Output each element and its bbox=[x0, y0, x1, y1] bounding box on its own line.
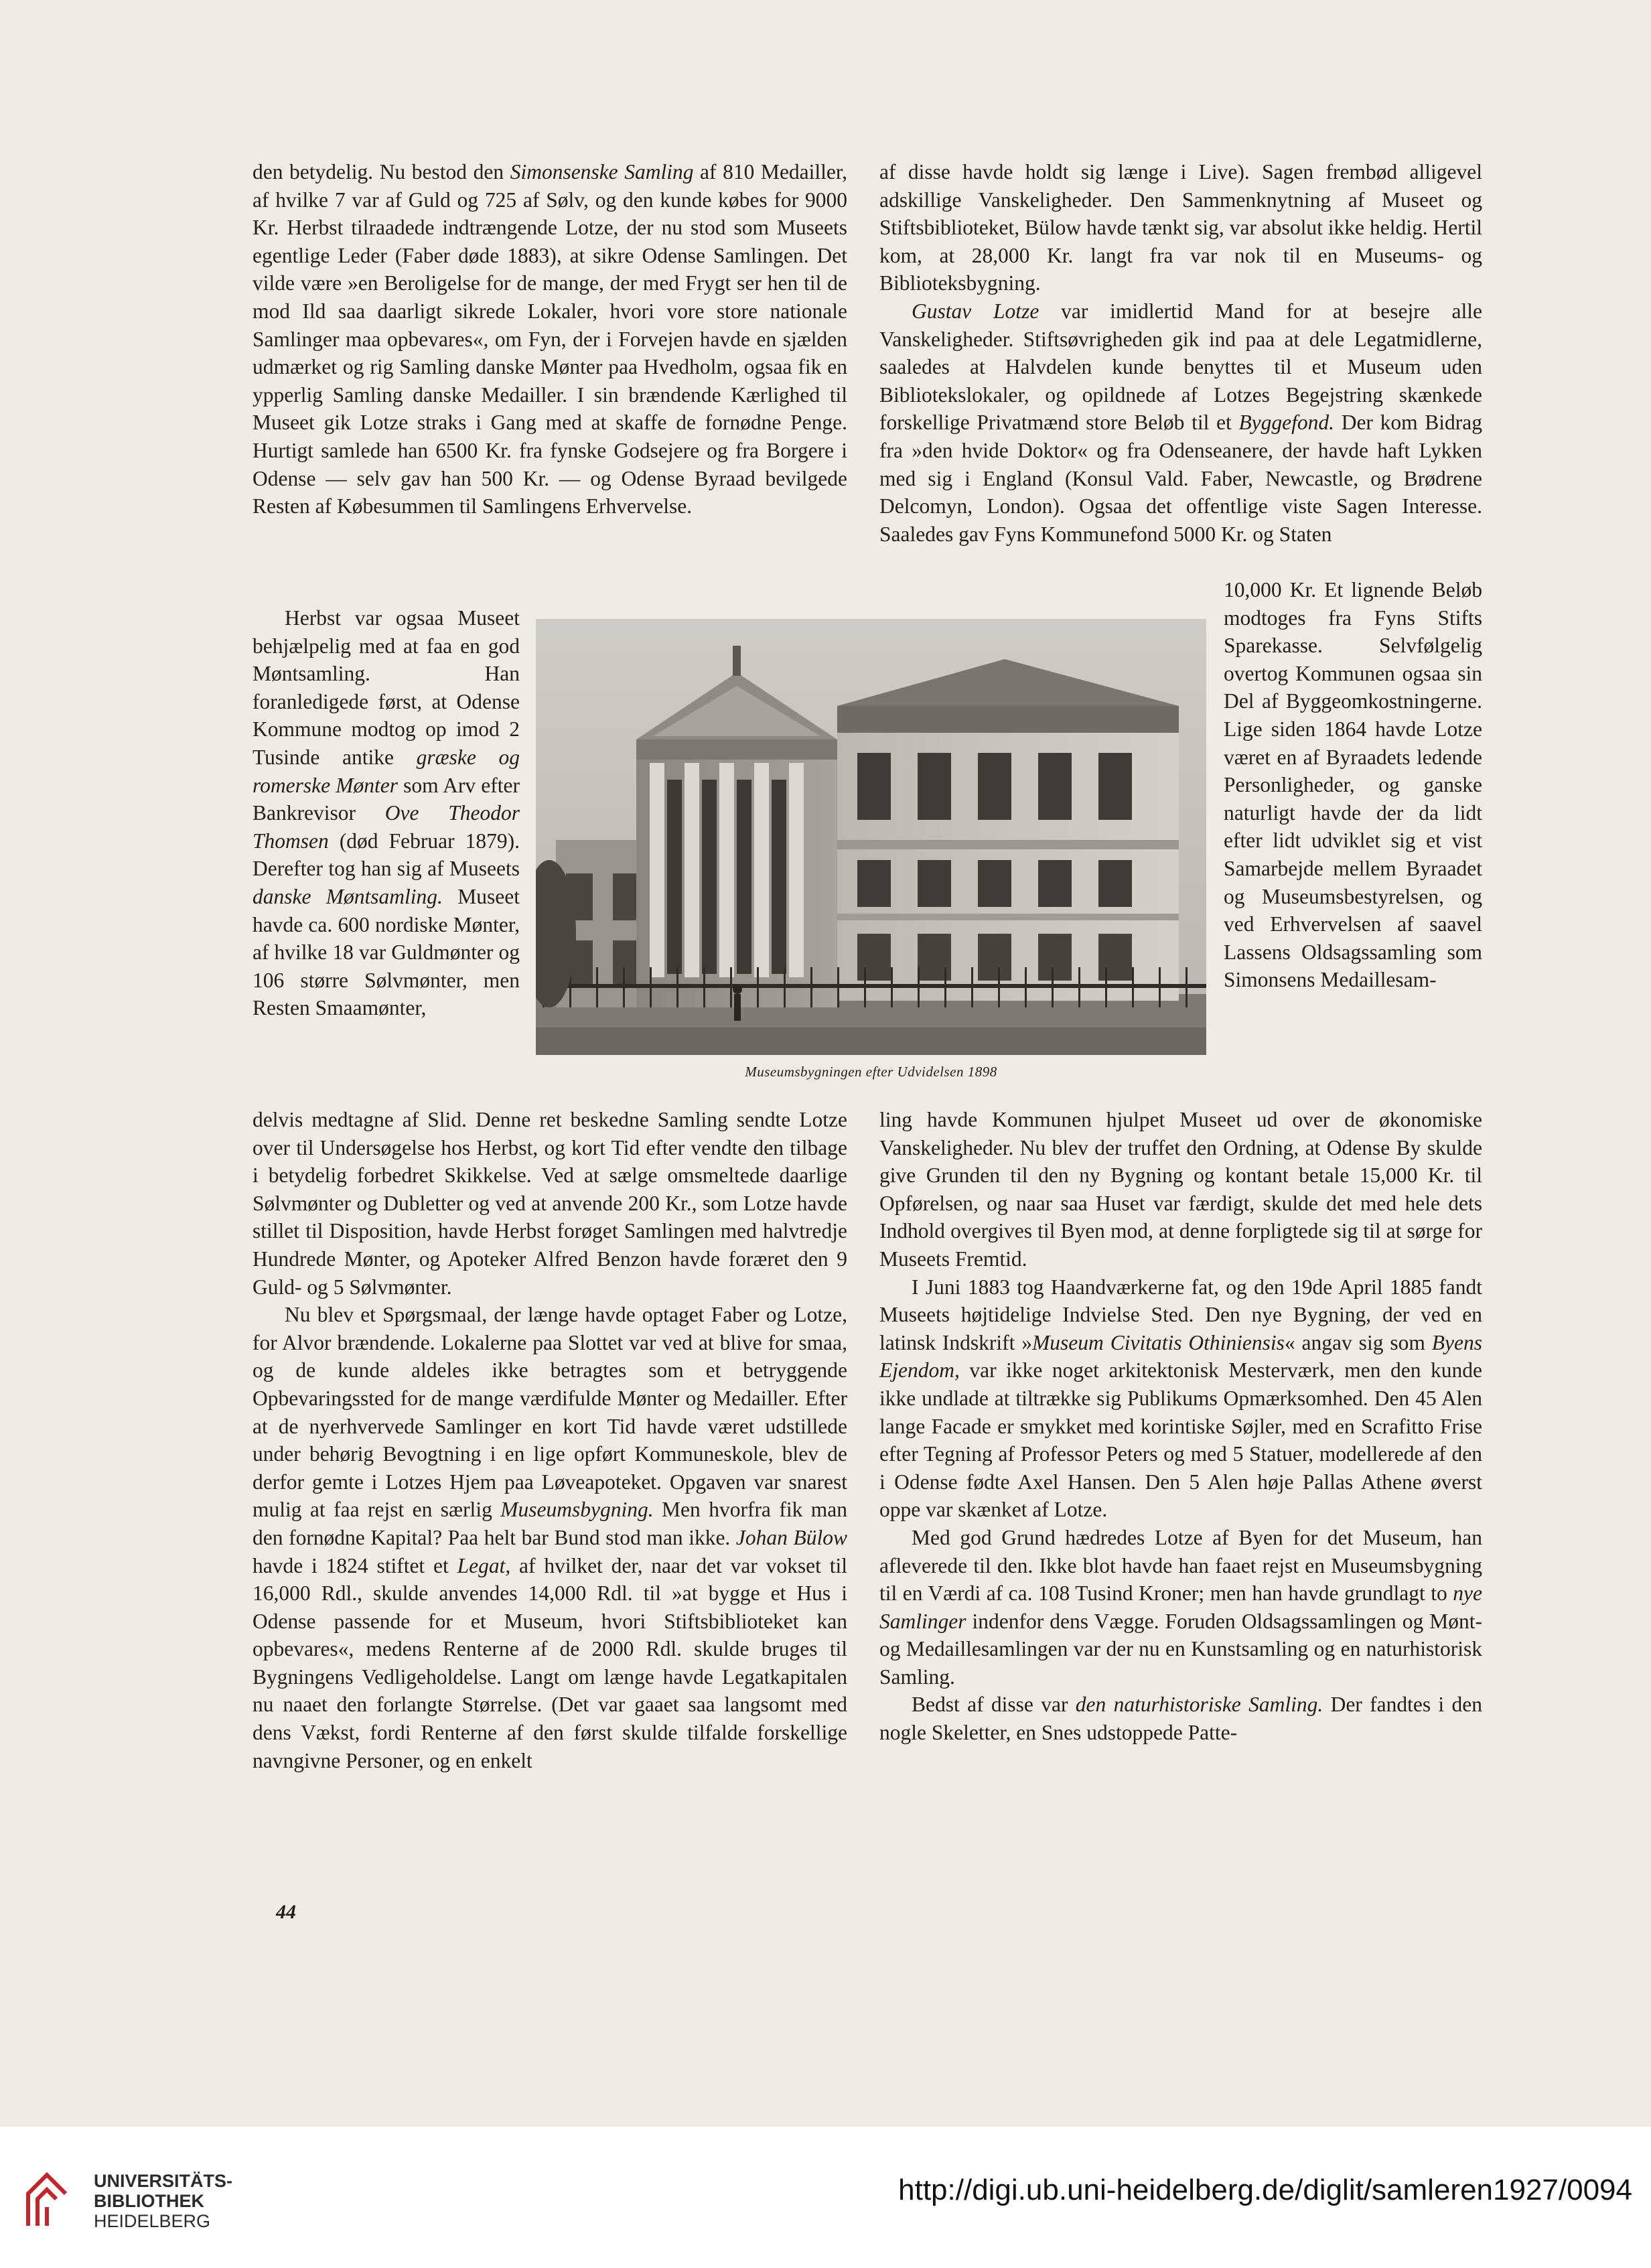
text-run: af 810 Medailler, af hvilke 7 var af Guld og 725 af Sølv, og den kunde købes for 9000 Kr. Herbst tilraadede indtrængende Lotze, der nu stod som Museets egentlige Leder (Faber døde 1883), at sikre Odense Samlingen. Det vilde være »en Beroligelse for de mange, der med Frygt ser hen til de mod Ild saa daarligt sikrede Lokaler, hvori vore store nationale Samlinger maa opbevares«, om Fyn, der i Forvejen havde en sjælden udmærket og rig Samling danske Mønter paa Hvedholm, ogsaa fik en ypperlig Samling danske Medailler. I sin brændende Kærlighed til Museet gik Lotze straks i Gang med at skaffe de fornødne Penge. Hurtigt samlede han 6500 Kr. fra fynske Godsejere og fra Borgere i Odense — selv gav han 500 Kr. — og Odense Byraad bevilgede Resten af Købesummen til Samlingens Erhvervelse. bbox=[253, 160, 847, 518]
text-run: Men hvorfra fik man den fornødne Kapital? Paa helt bar Bund stod man ikke. bbox=[253, 1498, 847, 1549]
emphasized-text: Legat, bbox=[457, 1553, 511, 1577]
right-column-bottom bbox=[879, 1106, 1482, 1747]
left-column-top bbox=[253, 158, 847, 520]
logo-strokes bbox=[28, 2175, 66, 2226]
emphasized-text: danske Møntsamling. bbox=[253, 884, 443, 908]
digitization-footer bbox=[0, 2127, 1651, 2268]
emphasized-text: græske og romerske Mønter bbox=[253, 745, 520, 797]
emphasized-text: Museum Civitatis Othiniensis bbox=[1032, 1330, 1285, 1354]
text-run: Bedst af disse var bbox=[912, 1693, 1076, 1717]
emphasized-text: den naturhistoriske Samling. bbox=[1075, 1693, 1323, 1717]
text-run: I Juni 1883 tog Haandværkerne fat, og den 19de April 1885 fandt Museets højtidelige Indvielse Sted. Den nye Bygning, der ved en latinsk Indskrift » bbox=[879, 1275, 1482, 1354]
text-run: (død Februar 1879). Derefter tog han sig af Museets bbox=[253, 829, 520, 881]
paragraph bbox=[253, 158, 847, 520]
library-name bbox=[94, 2171, 232, 2231]
paragraph bbox=[1224, 576, 1482, 994]
text-run: havde i 1824 stiftet et bbox=[253, 1553, 457, 1577]
building-photo-image bbox=[536, 619, 1206, 1055]
paragraph bbox=[879, 297, 1482, 548]
text-run: Museet havde ca. 600 nordiske Mønter, af hvilke 18 var Guldmønter og 106 større Sølvmønter, men Resten Smaamønter, bbox=[253, 884, 520, 1020]
emphasized-text: Ove Theodor Thomsen bbox=[253, 801, 520, 853]
text-run: « angav sig som bbox=[1284, 1330, 1432, 1354]
university-library-logo-icon bbox=[15, 2167, 78, 2230]
text-run: som Arv efter Bankrevisor bbox=[253, 773, 520, 825]
text-run: delvis medtagne af Slid. Denne ret beskedne Samling sendte Lotze over til Undersøgelse hos Herbst, og kort Tid efter vendte den tilbage i betydelig forbedret Skikkelse. Ved at sælge omsmeltede daarlige Sølvmønter og Dubletter og ved at anvende 200 Kr., som Lotze havde stillet til Disposition, havde Herbst forøget Samlingen med halvtredje Hundrede Mønter, og Apoteker Alfred Benzon havde foræret den 9 Guld- og 5 Sølvmønter. bbox=[253, 1108, 847, 1299]
text-run: indenfor dens Vægge. Foruden Oldsagssamlingen og Mønt- og Medaillesamlingen var der nu en Kunstsamling og en naturhistorisk Samling. bbox=[879, 1609, 1482, 1689]
text-run: ling havde Kommunen hjulpet Museet ud over de økonomiske Vanskeligheder. Nu blev der truffet den Ordning, at Odense By skulde give Grunden til den ny Bygning og kontant betale 15,000 Kr. til Opførelsen, og naar saa Huset var færdigt, skulde det med hele dets Indhold overgives til Byen mod, at denne forpligtede sig til at sørge for Museets Fremtid. bbox=[879, 1108, 1482, 1271]
emphasized-text: Johan Bülow bbox=[735, 1525, 847, 1549]
library-name-line: BIBLIOTHEK bbox=[94, 2191, 204, 2211]
paragraph bbox=[253, 604, 520, 1022]
paragraph bbox=[253, 1106, 847, 1301]
text-run: var imidlertid Mand for at besejre alle Vanskeligheder. Stiftsøvrigheden gik ind paa at dele Legatmidlerne, saaledes at Halvdelen kunde benyttes til et Museum uden Bibliotekslokaler, og opildnede af Lotzes Begejstring skænkede forskellige Privatmænd store Beløb til et bbox=[879, 299, 1482, 435]
left-column-bottom bbox=[253, 1106, 847, 1774]
right-column-beside-figure bbox=[1224, 576, 1482, 994]
text-run: Herbst var ogsaa Museet behjælpelig med at faa en god Møntsamling. Han foranledigede først, at Odense Kommune modtog op imod 2 Tusinde antike bbox=[253, 606, 520, 769]
museum-building-photo bbox=[536, 619, 1206, 1055]
figure-caption: Museumsbygningen efter Udvidelsen 1898 bbox=[745, 1064, 997, 1080]
emphasized-text: Gustav Lotze bbox=[912, 299, 1039, 323]
paragraph bbox=[253, 1301, 847, 1774]
text-run: af disse havde holdt sig længe i Live). Sagen frembød alligevel adskillige Vanskeligheder. Den Sammenknytning af Museet og Stiftsbiblioteket, Bülow havde tænkt sig, var absolut ikke heldig. Hertil kom, at 28,000 Kr. langt fra var nok til en Museums- og Biblioteksbygning. bbox=[879, 160, 1482, 295]
emphasized-text: Byens Ejendom, bbox=[879, 1330, 1482, 1383]
text-run: var ikke noget arkitektonisk Mesterværk, men den kunde ikke undlade at tiltrække sig Publikums Opmærksomhed. Den 45 Alen lange Facade er smykket med korintiske Søjler, med en Scrafitto Frise efter Tegning af Professor Peters og med 5 Statuer, modellerede af den i Odense fødte Axel Hansen. Den 5 Alen høje Pallas Athene øverst oppe var skænket af Lotze. bbox=[879, 1358, 1482, 1522]
paragraph bbox=[879, 1273, 1482, 1524]
emphasized-text: nye Samlinger bbox=[879, 1581, 1482, 1633]
paragraph bbox=[879, 1524, 1482, 1691]
emphasized-text: Simonsenske Samling bbox=[510, 160, 694, 184]
paragraph bbox=[879, 158, 1482, 297]
text-run: Der kom Bidrag fra »den hvide Doktor« og fra Odenseanere, der havde haft Lykken med sig i England (Konsul Vald. Faber, Newcastle, og Brødrene Delcomyn, London). Ogsaa det offentlige viste Sagen Interesse. Saaledes gav Fyns Kommunefond 5000 Kr. og Staten bbox=[879, 411, 1482, 546]
page-number: 44 bbox=[276, 1901, 296, 1923]
library-name-line: UNIVERSITÄTS- bbox=[94, 2171, 233, 2191]
paragraph bbox=[879, 1691, 1482, 1746]
text-run: Der fandtes i den nogle Skeletter, en Snes udstoppede Patte- bbox=[879, 1693, 1482, 1745]
library-name-line: HEIDELBERG bbox=[94, 2211, 211, 2231]
text-run: af hvilket der, naar det var vokset til 16,000 Rdl., skulde anvendes 14,000 Rdl. til »at bygge et Hus i Odense passende for et Museum, hvori Stiftsbiblioteket kan opbevares«, medens Renterne af de 2000 Rdl. skulde bruges til Bygningens Vedligeholdelse. Langt om længe havde Legatkapitalen nu naaet den forlangte Størrelse. (Det var gaaet saa langsomt med dens Vækst, fordi Renterne af den først skulde tilfalde forskellige navngivne Personer, og en enkelt bbox=[253, 1553, 847, 1772]
source-url-link[interactable]: http://digi.ub.uni-heidelberg.de/diglit/samleren1927/0094 bbox=[898, 2174, 1632, 2206]
text-run: den betydelig. Nu bestod den bbox=[253, 160, 510, 184]
right-column-top bbox=[879, 158, 1482, 548]
text-run: Nu blev et Spørgsmaal, der længe havde optaget Faber og Lotze, for Alvor brændende. Lokalerne paa Slottet var ved at blive for smaa, og de kunde aldeles ikke betragtes som et betryggende Opbevaringssted for de mange værdifulde Mønter og Medailler. Efter at de nyerhvervede Samlinger en kort Tid havde været udstillede under behørig Bevogtning i en lige opført Kommuneskole, blev de derfor gemte i Lotzes Hjem paa Løveapoteket. Opgaven var snarest mulig at faa rejst en særlig bbox=[253, 1303, 847, 1522]
left-column-beside-figure bbox=[253, 604, 520, 1022]
emphasized-text: Museumsbygning. bbox=[500, 1498, 654, 1522]
emphasized-text: Byggefond. bbox=[1238, 411, 1335, 435]
paragraph bbox=[879, 1106, 1482, 1273]
text-run: 10,000 Kr. Et lignende Beløb modtoges fra Fyns Stifts Sparekasse. Selvfølgelig overtog Kommunen ogsaa sin Del af Byggeomkostningerne. Lige siden 1864 havde Lotze været en af Byraadets ledende Personligheder, og ganske naturligt havde der da lidt efter lidt udviklet sig et vist Samarbejde mellem Byraadet og Museumsbestyrelsen, og ved Erhvervelsen af saavel Lassens Oldsagssamling som Simonsens Medaillesam- bbox=[1224, 578, 1482, 992]
text-run: Med god Grund hædredes Lotze af Byen for det Museum, han afleverede til den. Ikke blot havde han faaet rejst en Museumsbygning til en Værdi af ca. 108 Tusind Kroner; men han havde grundlagt to bbox=[879, 1525, 1482, 1606]
